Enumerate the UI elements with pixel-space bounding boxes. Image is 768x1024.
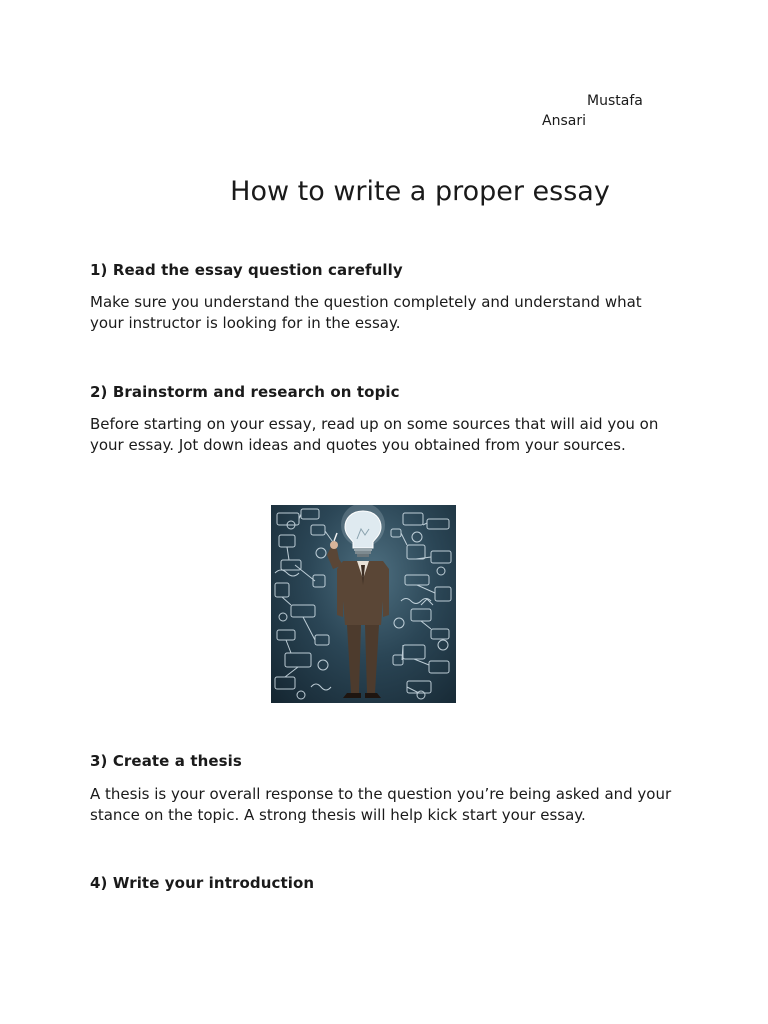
author-last-name: Ansari [542,113,586,129]
section-3-body-line-1: A thesis is your overall response to the question you’re being asked and your [90,785,672,803]
brainstorm-illustration [271,505,456,703]
lightbulb-head-businessman-icon [271,505,456,703]
author-first-name: Mustafa [587,93,643,109]
section-2-body [90,414,690,456]
section-2-body-line-2: your essay. Jot down ideas and quotes you obtained from your sources. [90,436,626,454]
section-1-heading: 1) Read the essay question carefully [90,261,403,279]
section-3-body-line-2: stance on the topic. A strong thesis will help kick start your essay. [90,806,586,824]
section-3-heading: 3) Create a thesis [90,752,242,770]
section-2-body-line-1: Before starting on your essay, read up on some sources that will aid you on [90,415,659,433]
document-title: How to write a proper essay [230,176,610,207]
section-1-body [90,292,690,334]
section-2-heading: 2) Brainstorm and research on topic [90,383,400,401]
section-1-body-line-1: Make sure you understand the question completely and understand what [90,293,642,311]
section-3-body [90,784,690,826]
section-4-heading: 4) Write your introduction [90,874,315,892]
section-1-body-line-2: your instructor is looking for in the essay. [90,314,401,332]
